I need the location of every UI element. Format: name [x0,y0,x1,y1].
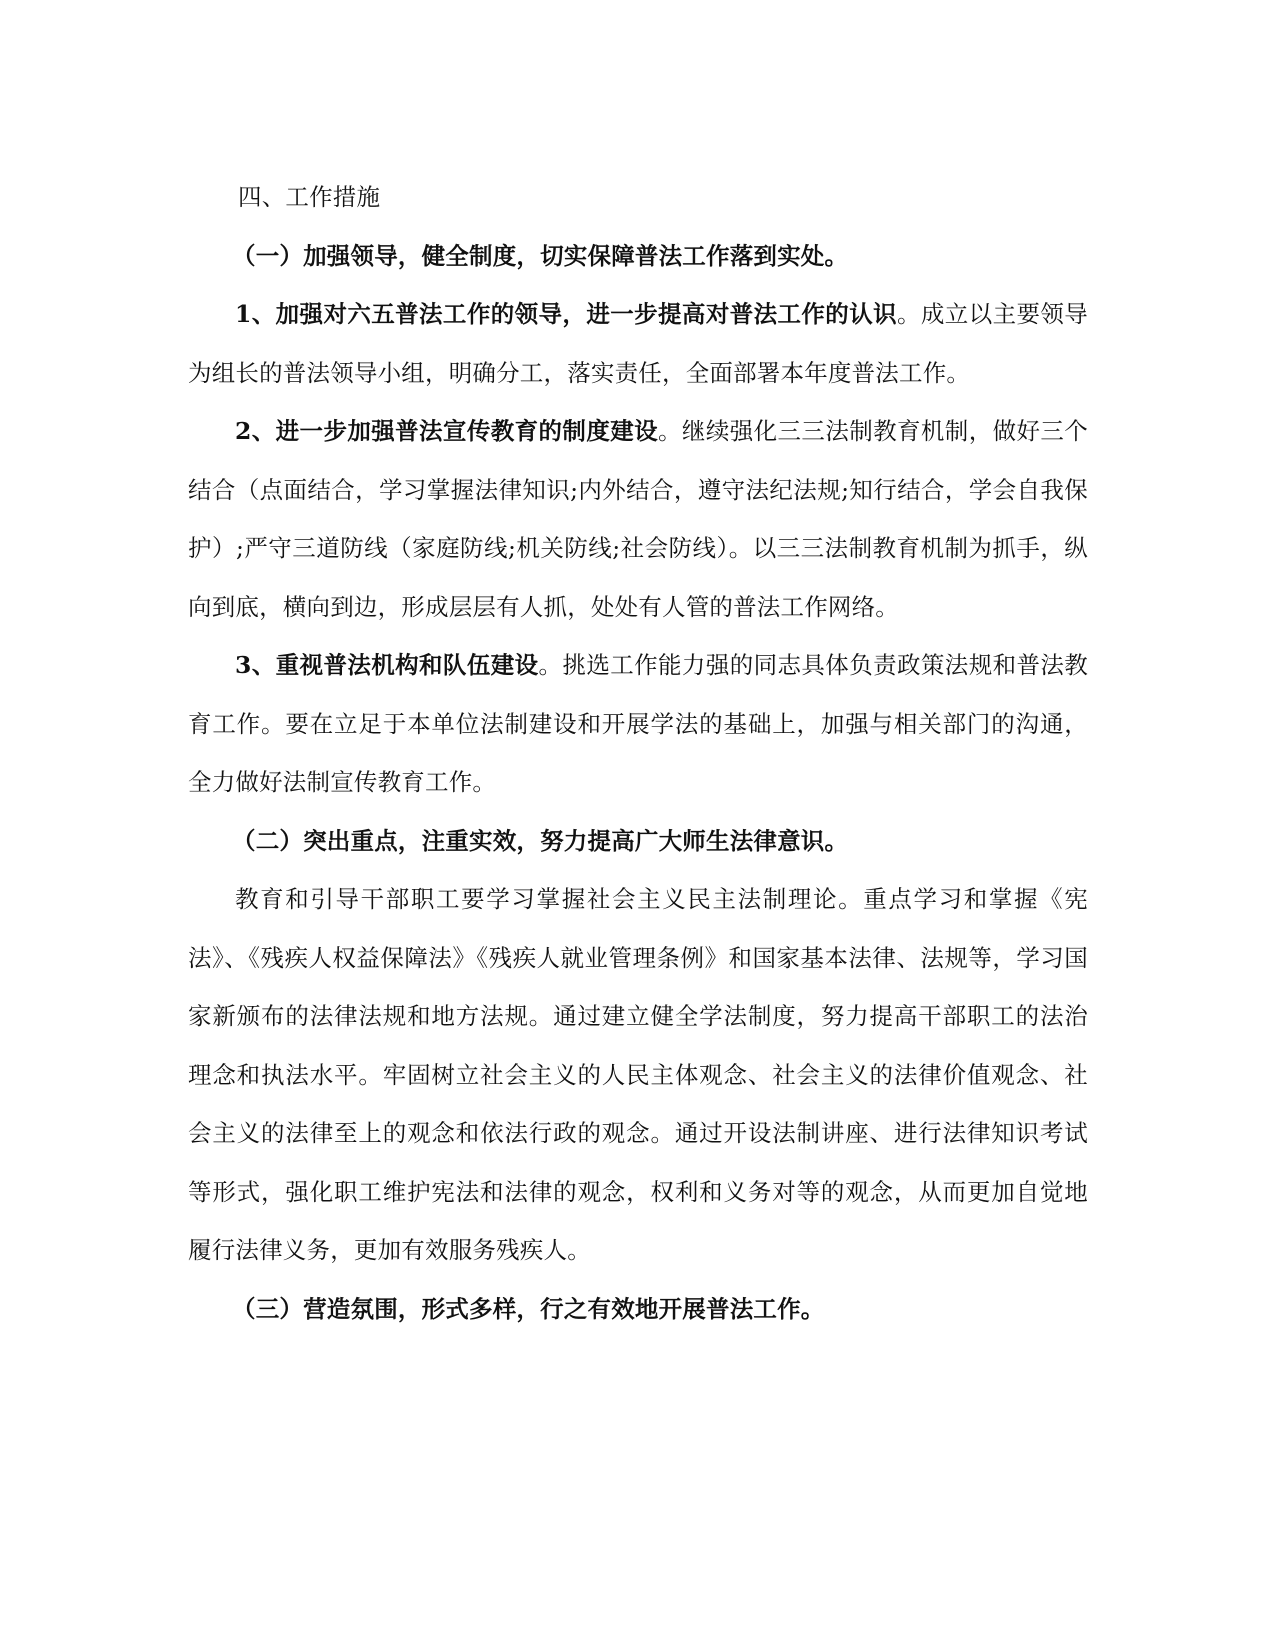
item-3-lead: 3、重视普法机构和队伍建设 [235,651,539,679]
item-3-paragraph [188,636,1088,812]
item-2-lead: 2、进一步加强普法宣传教育的制度建设 [235,417,659,445]
item-1-lead: 1、加强对六五普法工作的领导，进一步提高对普法工作的认识 [235,300,898,328]
item-2-paragraph [188,402,1088,636]
subsection-2-title: （二）突出重点，注重实效，努力提高广大师生法律意识。 [232,826,849,855]
item-2-body: 。继续强化三三法制教育机制，做好三个结合（点面结合，学习掌握法律知识;内外结合，遵守法纪法规;知行结合，学会自我保护）;严守三道防线（家庭防线;机关防线;社会防线）。以三三法制教育机制为抓手，纵向到底，横向到边，形成层层有人抓，处处有人管的普法工作网络。 [188,417,1089,621]
item-1-body: 。成立以主要领导为组长的普法领导小组，明确分工，落实责任，全面部署本年度普法工作。 [188,300,1089,387]
document-body [188,168,1088,1338]
section-heading: 四、工作措施 [238,183,381,211]
item-3-body: 。挑选工作能力强的同志具体负责政策法规和普法教育工作。要在立足于本单位法制建设和开展学法的基础上，加强与相关部门的沟通，全力做好法制宣传教育工作。 [188,651,1088,796]
subsection-1-title: （一）加强领导，健全制度，切实保障普法工作落到实处。 [232,241,849,270]
item-1-paragraph [188,285,1088,402]
subsection-3-title: （三）营造氛围，形式多样，行之有效地开展普法工作。 [232,1294,825,1323]
subsection-2-paragraph: 教育和引导干部职工要学习掌握社会主义民主法制理论。重点学习和掌握《宪法》、《残疾人权益保障法》《残疾人就业管理条例》和国家基本法律、法规等，学习国家新颁布的法律法规和地方法规。通过建立健全学法制度，努力提高干部职工的法治理念和执法水平。牢固树立社会主义的人民主体观念、社会主义的法律价值观念、社会主义的法律至上的观念和依法行政的观念。通过开设法制讲座、进行法律知识考试等形式，强化职工维护宪法和法律的观念，权利和义务对等的观念，从而更加自觉地履行法律义务，更加有效服务残疾人。 [188,885,1088,1264]
